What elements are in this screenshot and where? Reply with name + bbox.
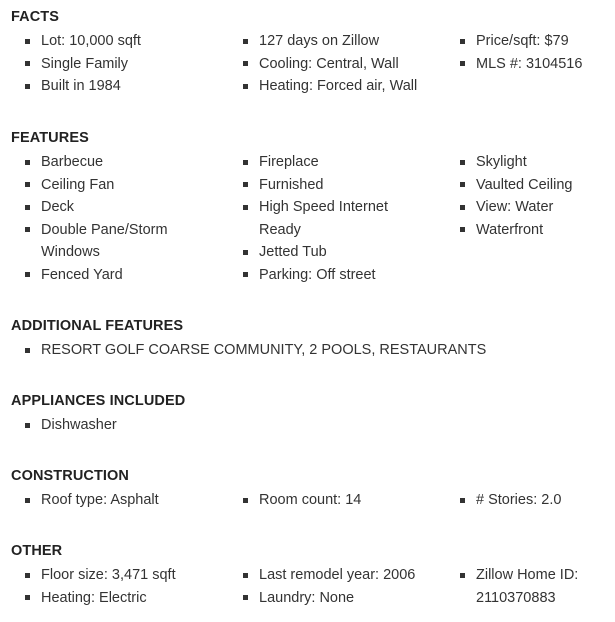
features-heading: FEATURES <box>11 130 89 146</box>
construction-section <box>11 467 611 508</box>
other-heading: OTHER <box>11 543 63 559</box>
other-list-col1 <box>11 564 231 609</box>
construction-list-col3 <box>446 489 615 512</box>
list-item: Single Family <box>11 53 231 76</box>
other-list-col2 <box>229 564 451 609</box>
list-item: Price/sqft: $79 <box>446 30 615 53</box>
list-item: Skylight <box>446 151 615 174</box>
additional-features-section <box>11 317 611 358</box>
list-item: Jetted Tub <box>229 241 429 264</box>
list-item: High Speed Internet Ready <box>229 196 429 241</box>
facts-section <box>11 8 611 94</box>
features-list-col1 <box>11 151 211 286</box>
list-item: Waterfront <box>446 219 615 242</box>
list-item: Furnished <box>229 174 429 197</box>
list-item: Laundry: None <box>229 587 451 610</box>
list-item: Last remodel year: 2006 <box>229 564 451 587</box>
construction-list-col2 <box>229 489 451 512</box>
list-item: Cooling: Central, Wall <box>229 53 451 76</box>
construction-heading: CONSTRUCTION <box>11 468 129 484</box>
list-item: Room count: 14 <box>229 489 451 512</box>
additional-features-heading: ADDITIONAL FEATURES <box>11 318 184 334</box>
facts-list-col2 <box>229 30 451 98</box>
list-item: Built in 1984 <box>11 75 231 98</box>
list-item: Zillow Home ID: 2110370883 <box>446 564 586 609</box>
appliances-list <box>11 414 611 437</box>
list-item: Ceiling Fan <box>11 174 211 197</box>
list-item: MLS #: 3104516 <box>446 53 615 76</box>
list-item: Heating: Electric <box>11 587 231 610</box>
features-list-col3 <box>446 151 615 241</box>
facts-heading: FACTS <box>11 9 60 25</box>
list-item: View: Water <box>446 196 615 219</box>
appliances-heading: APPLIANCES INCLUDED <box>11 393 186 409</box>
list-item: Parking: Off street <box>229 264 429 287</box>
list-item: Lot: 10,000 sqft <box>11 30 231 53</box>
list-item: RESORT GOLF COARSE COMMUNITY, 2 POOLS, RESTAURANTS <box>11 339 611 362</box>
list-item: Roof type: Asphalt <box>11 489 231 512</box>
list-item: Barbecue <box>11 151 211 174</box>
list-item: Fireplace <box>229 151 429 174</box>
list-item: 127 days on Zillow <box>229 30 451 53</box>
list-item: Vaulted Ceiling <box>446 174 615 197</box>
facts-list-col1 <box>11 30 231 98</box>
appliances-section <box>11 392 611 433</box>
additional-features-list <box>11 339 611 362</box>
other-list-col3 <box>446 564 586 609</box>
features-section <box>11 129 611 283</box>
list-item: Floor size: 3,471 sqft <box>11 564 231 587</box>
list-item: Deck <box>11 196 211 219</box>
list-item: Double Pane/Storm Windows <box>11 219 211 264</box>
features-list-col2 <box>229 151 429 286</box>
list-item: # Stories: 2.0 <box>446 489 615 512</box>
list-item: Fenced Yard <box>11 264 211 287</box>
facts-list-col3 <box>446 30 615 75</box>
construction-list-col1 <box>11 489 231 512</box>
list-item: Dishwasher <box>11 414 611 437</box>
other-section <box>11 542 611 606</box>
list-item: Heating: Forced air, Wall <box>229 75 451 98</box>
